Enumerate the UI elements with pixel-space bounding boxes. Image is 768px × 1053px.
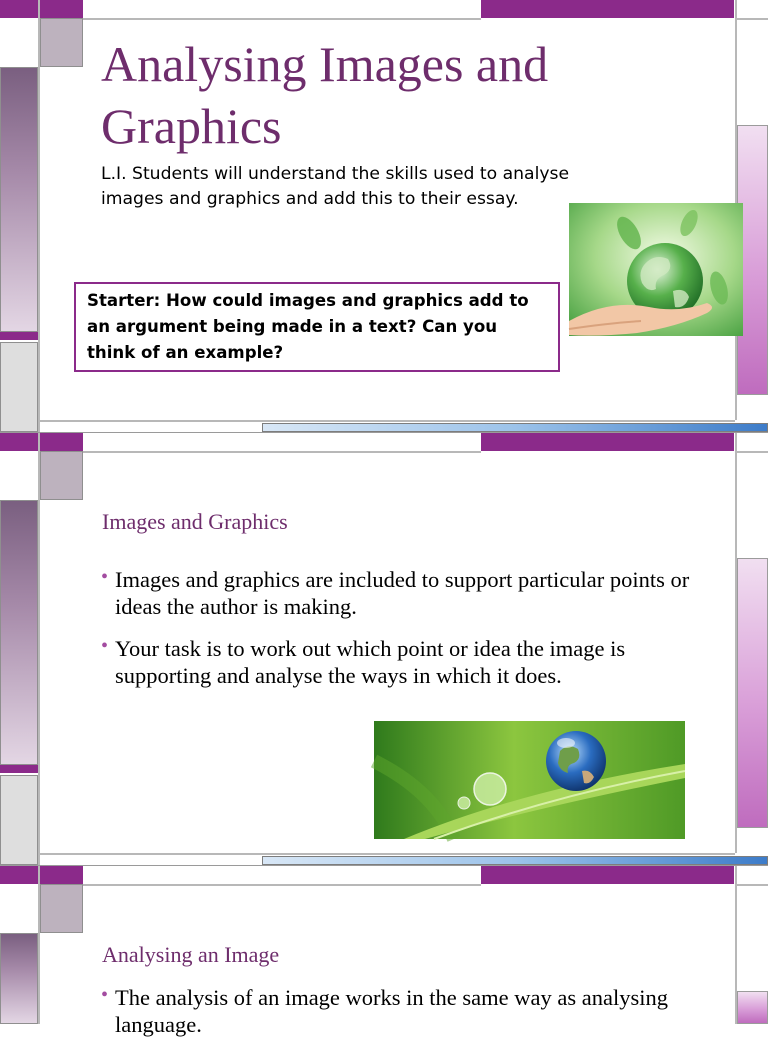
right-top-box	[737, 0, 768, 20]
top-rule	[83, 18, 481, 20]
top-left-purple-bar	[0, 866, 83, 884]
globe-in-hand-icon	[569, 203, 743, 336]
bottom-rule	[40, 420, 735, 422]
left-grey-bar	[0, 342, 38, 432]
left-gradient-bar	[0, 67, 38, 332]
bullet-icon: •	[101, 635, 109, 657]
starter-box: Starter: How could images and graphics add to an argument being made in a text? Can you think of an example?	[74, 282, 560, 372]
left-purple-stripe	[0, 332, 38, 340]
bullet-icon: •	[101, 566, 109, 588]
slide-title: Analysing Images and Graphics	[101, 36, 549, 154]
left-gradient-bar	[0, 933, 38, 1024]
list-item: • Images and graphics are included to support particular points or ideas the author is making.	[101, 566, 690, 619]
top-left-purple-bar	[0, 0, 83, 18]
bottom-rule	[40, 853, 735, 855]
right-top-box	[737, 433, 768, 453]
top-rule	[83, 884, 481, 886]
bullet-icon: •	[101, 984, 109, 1006]
slide-3	[0, 866, 768, 1037]
globe-in-hand-image	[569, 203, 743, 336]
slide-1	[0, 0, 768, 432]
water-drop-globe-image	[374, 721, 685, 839]
list-item: • Your task is to work out which point or idea the image is supporting and analyse the ways in which it does.	[101, 635, 626, 688]
bullet-list	[101, 566, 691, 704]
left-purple-stripe	[0, 765, 38, 773]
corner-square	[40, 18, 83, 67]
bullet-list	[101, 984, 691, 1053]
slide-heading: Images and Graphics	[102, 509, 288, 534]
slide-heading: Analysing an Image	[102, 942, 280, 967]
right-gradient-bar	[737, 558, 768, 828]
corner-square	[40, 884, 83, 933]
water-drop-globe-icon	[374, 721, 685, 839]
left-gradient-bar	[0, 500, 38, 765]
top-right-purple-bar	[481, 866, 734, 884]
learning-intention: L.I. Students will understand the skills used to analyse images and graphics and add this to their essay.	[101, 164, 570, 209]
corner-square	[40, 451, 83, 500]
right-top-box	[737, 866, 768, 886]
top-right-purple-bar	[481, 433, 734, 451]
bottom-blue-bar	[262, 856, 768, 865]
top-right-purple-bar	[481, 0, 734, 18]
left-grey-bar	[0, 775, 38, 865]
list-item: • The analysis of an image works in the same way as analysing language.	[101, 984, 668, 1037]
right-gradient-bar	[737, 991, 768, 1024]
top-rule	[83, 451, 481, 453]
top-left-purple-bar	[0, 433, 83, 451]
bottom-blue-bar	[262, 423, 768, 432]
